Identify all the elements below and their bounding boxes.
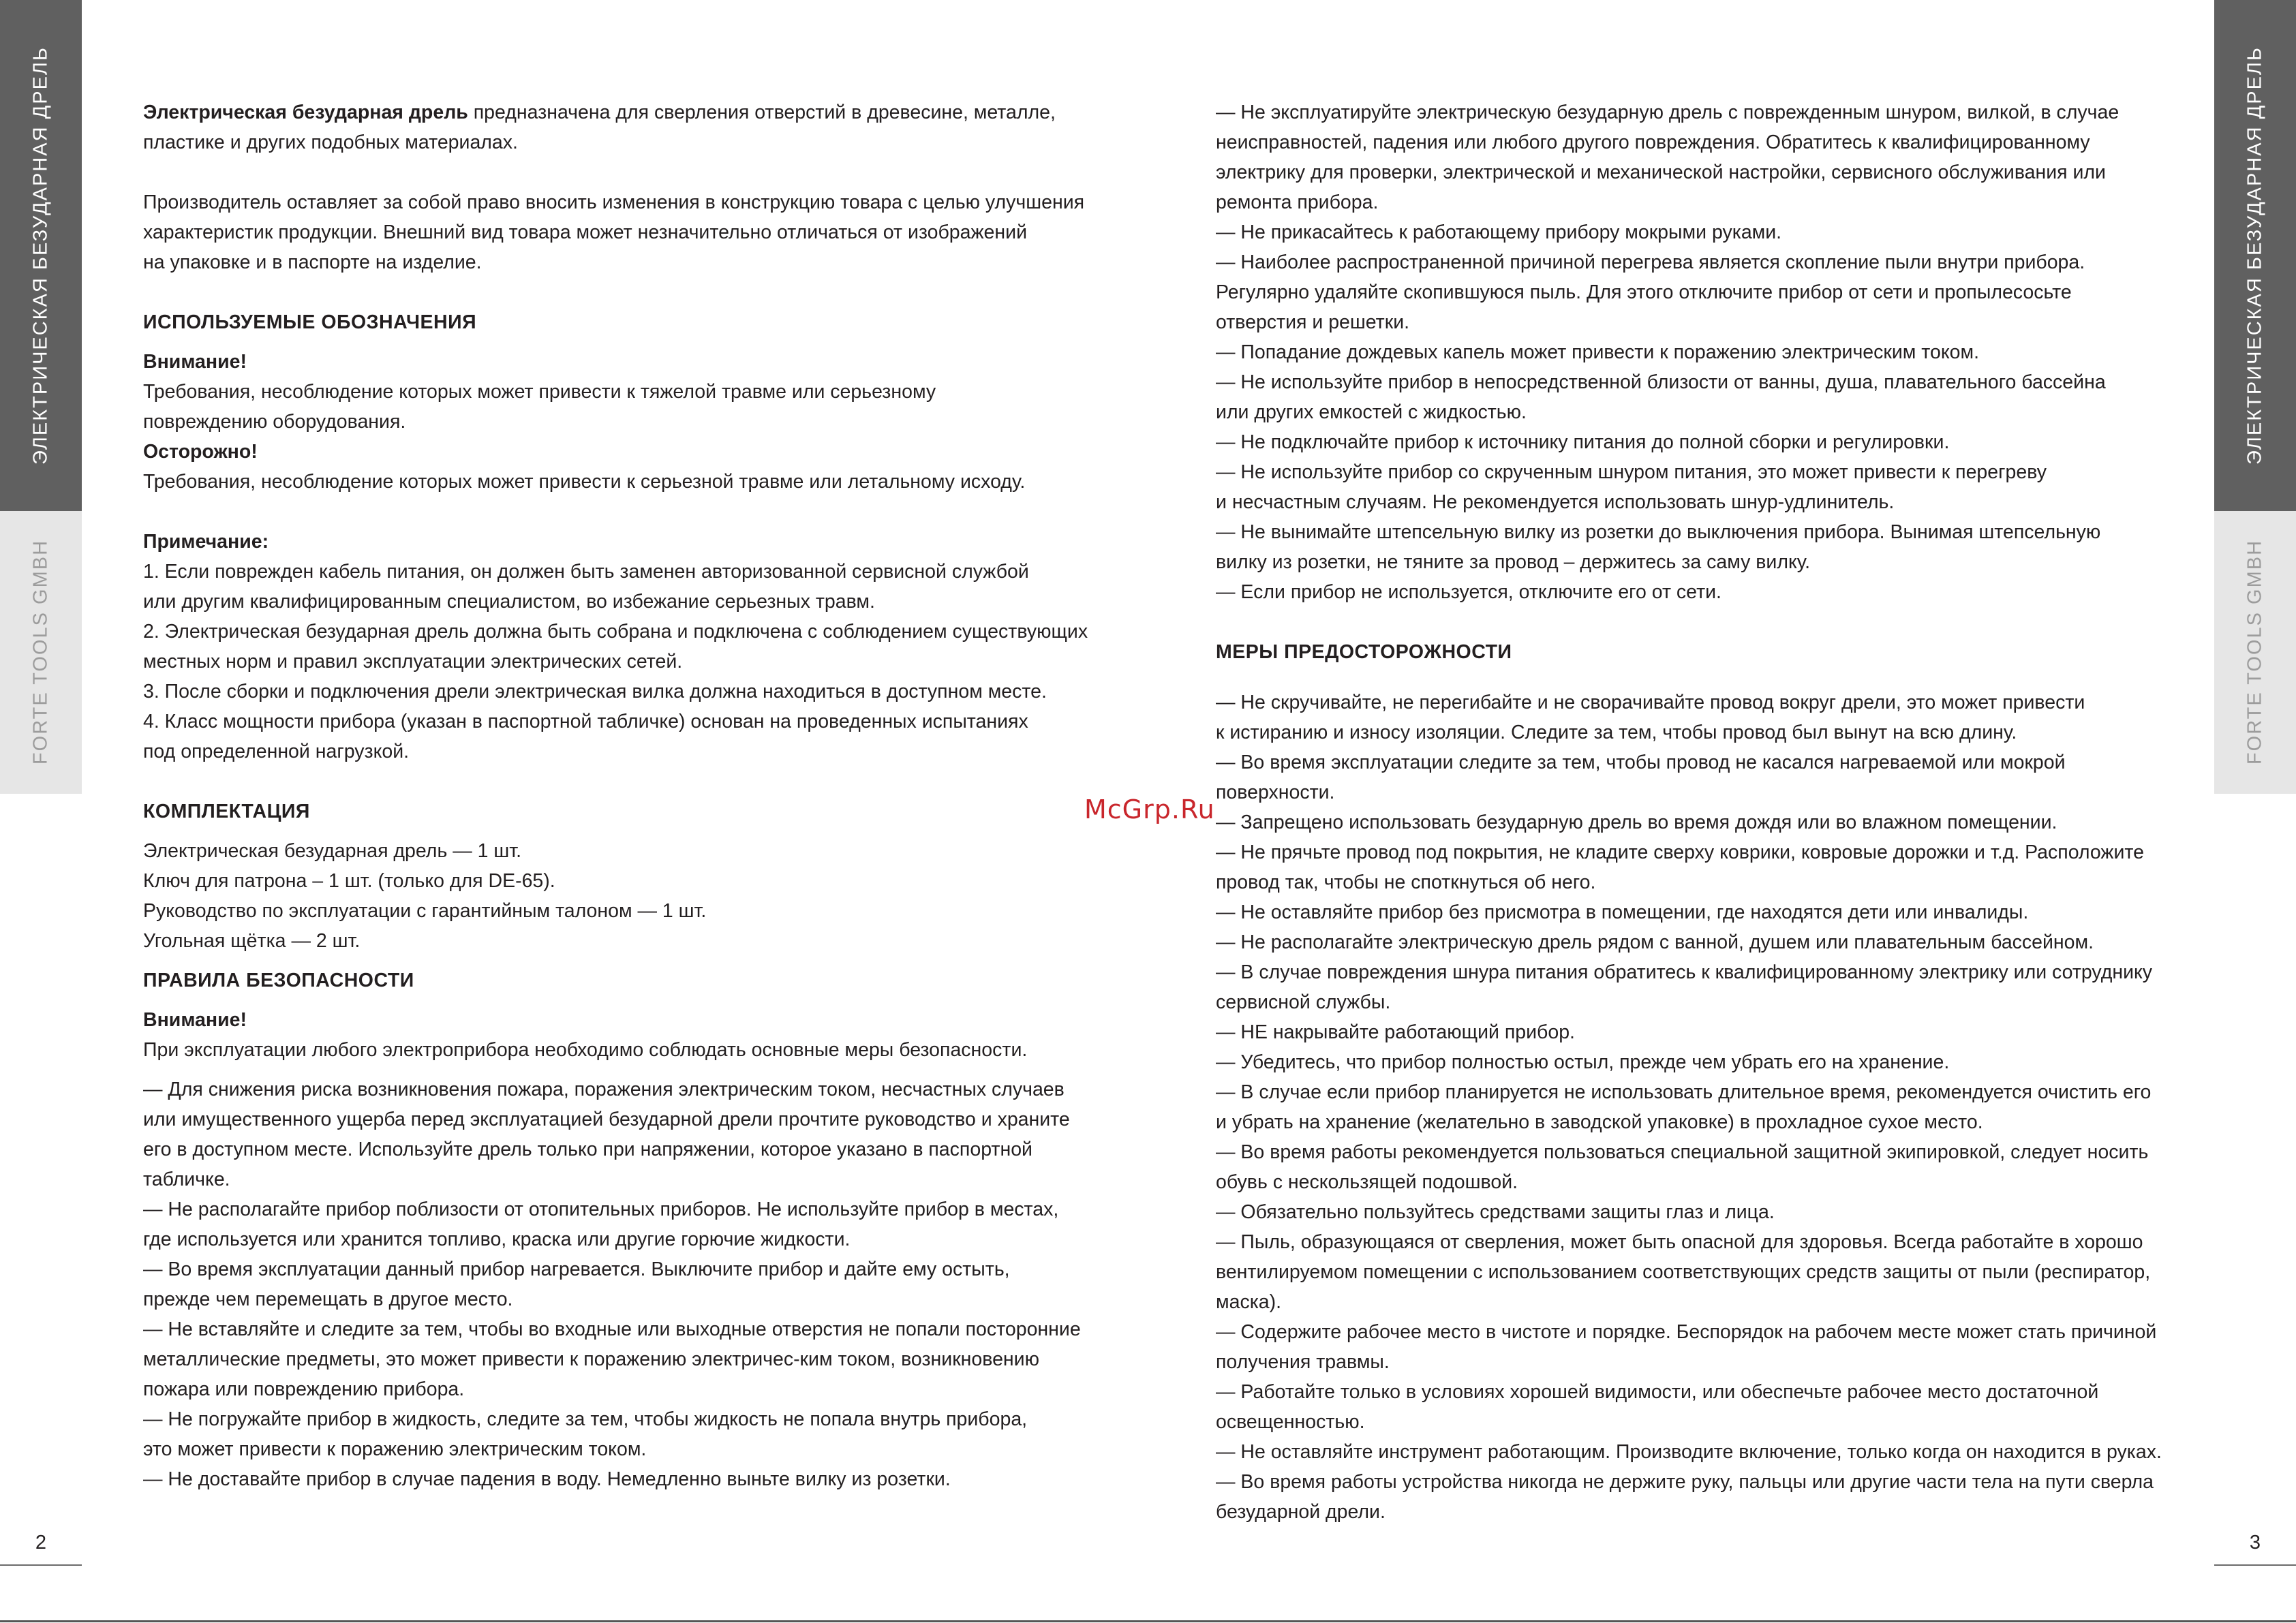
caution-text: Требования, несоблюдение которых может привести к серьезной травме или летальному исходу.: [143, 471, 1026, 493]
rules-list: [1216, 97, 2184, 607]
sidebar-brand-tab: [2214, 511, 2296, 794]
text-line: металлические предметы, это может привести к поражению электричес-ким током, возникновению: [143, 1348, 1039, 1370]
safety-list: [143, 1075, 1097, 1494]
text-line: 4. Класс мощности прибора (указан в паспортной табличке) основан на проведенных испытаниях: [143, 711, 1028, 732]
text-line: под определенной нагрузкой.: [143, 741, 410, 762]
text-line: Регулярно удаляйте скопившуюся пыль. Для этого отключите прибор от сети и пропылесосьте: [1216, 281, 2072, 303]
text-line: — Попадание дождевых капель может привести к поражению электрическим током.: [1216, 341, 1980, 363]
text-line: — Запрещено использовать безударную дрель во время дождя или во влажном помещении.: [1216, 812, 2057, 833]
text-line: характеристик продукции. Внешний вид товара может незначительно отличаться от изображений: [143, 221, 1027, 243]
text-line: это может привести к поражению электрическим током.: [143, 1438, 647, 1460]
precautions-list: [1216, 687, 2184, 1527]
text-line: — Не подключайте прибор к источнику питания до полной сборки и регулировки.: [1216, 431, 1950, 453]
text-line: — Не используйте прибор в непосредственной близости от ванны, душа, плавательного бассейна: [1216, 371, 2106, 393]
intro-bold: Электрическая безударная дрель: [143, 102, 468, 123]
kit-list: [143, 836, 1097, 956]
text-line: маска).: [1216, 1291, 1282, 1313]
right-page-content: [1216, 97, 2184, 1527]
caution-label: Осторожно!: [143, 441, 258, 463]
text-line: — Не прикасайтесь к работающему прибору мокрыми руками.: [1216, 221, 1782, 243]
text-line: Ключ для патрона – 1 шт. (только для DE-65).: [143, 870, 555, 892]
text-line: — Во время эксплуатации данный прибор нагревается. Выключите прибор и дайте ему остыть,: [143, 1258, 1010, 1280]
safety-attention-label: Внимание!: [143, 1009, 247, 1031]
text-line: — Не доставайте прибор в случае падения в воду. Немедленно выньте вилку из розетки.: [143, 1468, 951, 1490]
text-line: 1. Если поврежден кабель питания, он должен быть заменен авторизованной сервисной службой: [143, 561, 1029, 583]
text-line: отверстия и решетки.: [1216, 311, 1410, 333]
text-line: обувь с нескользящей подошвой.: [1216, 1171, 1518, 1193]
text-line: и убрать на хранение (желательно в заводской упаковке) в прохладное сухое место.: [1216, 1111, 1983, 1133]
text-line: — Не погружайте прибор в жидкость, следите за тем, чтобы жидкость не попала внутрь прибора,: [143, 1408, 1028, 1430]
page-bottom-line: [0, 1620, 2296, 1622]
text-line: прежде чем перемещать в другое место.: [143, 1288, 513, 1310]
text-line: — Не располагайте прибор поблизости от отопительных приборов. Не используйте прибор в местах,: [143, 1199, 1059, 1220]
page-number-rule-right: [2214, 1564, 2296, 1566]
text-line: — Пыль, образующаяся от сверления, может быть опасной для здоровья. Всегда работайте в хорошо: [1216, 1231, 2143, 1253]
text-line: — Не скручивайте, не перегибайте и не сворачивайте провод вокруг дрели, это может привести: [1216, 692, 2085, 713]
text-line: или имущественного ущерба перед эксплуатацией безударной дрели прочтите руководство и храните: [143, 1109, 1070, 1130]
page-number-right: 3: [2249, 1532, 2261, 1554]
text-line: получения травмы.: [1216, 1351, 1390, 1373]
text-line: Электрическая безударная дрель — 1 шт.: [143, 840, 522, 862]
text-line: — Содержите рабочее место в чистоте и порядке. Беспорядок на рабочем месте может стать причиной: [1216, 1321, 2157, 1343]
left-page-content: [143, 97, 1097, 1494]
attention-text: [143, 377, 1097, 437]
text-line: поверхности.: [1216, 782, 1335, 803]
text-line: — Во время эксплуатации следите за тем, чтобы провод не касался нагреваемой или мокрой: [1216, 752, 2066, 773]
text-line: повреждению оборудования.: [143, 411, 406, 433]
text-line: к истиранию и износу изоляции. Следите за тем, чтобы провод был вынут на всю длину.: [1216, 722, 2017, 743]
text-line: или других емкостей с жидкостью.: [1216, 401, 1527, 423]
sidebar-brand: FORTE TOOLS GMBH: [29, 539, 52, 765]
text-line: — Для снижения риска возникновения пожара, поражения электрическим током, несчастных случаев: [143, 1079, 1065, 1100]
text-line: пожара или повреждению прибора.: [143, 1378, 465, 1400]
text-line: — НЕ накрывайте работающий прибор.: [1216, 1021, 1575, 1043]
text-line: — Не располагайте электрическую дрель рядом с ванной, душем или плавательным бассейном.: [1216, 931, 2094, 953]
sidebar-title-tab: [0, 0, 82, 511]
text-line: — Работайте только в условиях хорошей видимости, или обеспечьте рабочее место достаточной: [1216, 1381, 2099, 1403]
precautions-heading: МЕРЫ ПРЕДОСТОРОЖНОСТИ: [1216, 641, 1512, 663]
text-line: неисправностей, падения или любого другого повреждения. Обратитесь к квалифицированному: [1216, 132, 2090, 153]
text-line: его в доступном месте. Используйте дрель только при напряжении, которое указано в паспортной: [143, 1139, 1032, 1160]
left-sidebar: [0, 0, 82, 1623]
intro-rest: предназначена для сверления отверстий в древесине, металле,: [468, 102, 1056, 123]
text-line: вентилируемом помещении с использованием соответствующих средств защиты от пыли (респиратор,: [1216, 1261, 2151, 1283]
right-sidebar: [2214, 0, 2296, 1623]
attention-label: Внимание!: [143, 351, 247, 373]
text-line: — Не прячьте провод под покрытия, не кладите сверху коврики, ковровые дорожки и т.д. Расположите: [1216, 841, 2144, 863]
text-line: вилку из розетки, не тяните за провод – держитесь за саму вилку.: [1216, 551, 1811, 573]
text-line: электрику для проверки, электрической и механической настройки, сервисного обслуживания или: [1216, 161, 2106, 183]
text-line: Требования, несоблюдение которых может привести к тяжелой травме или серьезному: [143, 381, 936, 403]
text-line: или другим квалифицированным специалистом, во избежание серьезных травм.: [143, 591, 875, 613]
text-line: — В случае если прибор планируется не использовать длительное время, рекомендуется очистить его: [1216, 1081, 2152, 1103]
text-line: где используется или хранится топливо, краска или другие горючие жидкости.: [143, 1228, 851, 1250]
sidebar-title: ЭЛЕКТРИЧЕСКАЯ БЕЗУДАРНАЯ ДРЕЛЬ: [29, 46, 52, 465]
text-line: — Не оставляйте прибор без присмотра в помещении, где находятся дети или инвалиды.: [1216, 901, 2029, 923]
text-line: Производитель оставляет за собой право вносить изменения в конструкцию товара с целью улучшения: [143, 191, 1085, 213]
text-line: Руководство по эксплуатации с гарантийным талоном — 1 шт.: [143, 900, 707, 922]
maker-paragraph: [143, 187, 1097, 277]
text-line: безударной дрели.: [1216, 1501, 1386, 1523]
text-line: — Наиболее распространенной причиной перегрева является скопление пыли внутри прибора.: [1216, 251, 2085, 273]
text-line: — Во время работы рекомендуется пользоваться специальной защитной экипировкой, следует носить: [1216, 1141, 2149, 1163]
text-line: провод так, чтобы не споткнуться об него.: [1216, 871, 1596, 893]
page-number-rule-left: [0, 1564, 82, 1566]
kit-heading: КОМПЛЕКТАЦИЯ: [143, 801, 310, 822]
text-line: — Не используйте прибор со скрученным шнуром питания, это может привести к перегреву: [1216, 461, 2047, 483]
text-line: 3. После сборки и подключения дрели электрическая вилка должна находиться в доступном месте.: [143, 681, 1047, 702]
text-line: — Убедитесь, что прибор полностью остыл, прежде чем убрать его на хранение.: [1216, 1051, 1950, 1073]
sidebar-title-tab: [2214, 0, 2296, 511]
text-line: — Не эксплуатируйте электрическую безударную дрель с поврежденным шнуром, вилкой, в случае: [1216, 102, 2119, 123]
text-line: табличке.: [143, 1169, 230, 1190]
text-line: ремонта прибора.: [1216, 191, 1379, 213]
text-line: 2. Электрическая безударная дрель должна быть собрана и подключена с соблюдением существующих: [143, 621, 1088, 643]
text-line: на упаковке и в паспорте на изделие.: [143, 251, 482, 273]
symbols-heading: ИСПОЛЬЗУЕМЫЕ ОБОЗНАЧЕНИЯ: [143, 311, 477, 333]
safety-heading: ПРАВИЛА БЕЗОПАСНОСТИ: [143, 970, 414, 991]
text-line: — Если прибор не используется, отключите его от сети.: [1216, 581, 1721, 603]
text-line: — Обязательно пользуйтесь средствами защиты глаз и лица.: [1216, 1201, 1775, 1223]
text-line: — Не вынимайте штепсельную вилку из розетки до выключения прибора. Вынимая штепсельную: [1216, 521, 2101, 543]
note-label: Примечание:: [143, 531, 269, 553]
text-line: сервисной службы.: [1216, 991, 1391, 1013]
text-line: и несчастным случаям. Не рекомендуется использовать шнур-удлинитель.: [1216, 491, 1895, 513]
watermark: McGrp.Ru: [1084, 794, 1215, 824]
sidebar-brand-tab: [0, 511, 82, 794]
intro-line-2: пластике и других подобных материалах.: [143, 132, 518, 153]
text-line: местных норм и правил эксплуатации электрических сетей.: [143, 651, 683, 673]
text-line: освещенностью.: [1216, 1411, 1365, 1433]
text-line: — Не оставляйте инструмент работающим. Производите включение, только когда он находится в руках.: [1216, 1441, 2162, 1463]
intro-line: [143, 97, 1097, 127]
text-line: Угольная щётка — 2 шт.: [143, 930, 361, 952]
page-number-left: 2: [35, 1532, 47, 1554]
note-list: [143, 557, 1097, 767]
safety-attention-text: При эксплуатации любого электроприбора необходимо соблюдать основные меры безопасности.: [143, 1039, 1028, 1061]
text-line: — В случае повреждения шнура питания обратитесь к квалифицированному электрику или сотруднику: [1216, 961, 2153, 983]
text-line: — Не вставляйте и следите за тем, чтобы во входные или выходные отверстия не попали посторонние: [143, 1318, 1081, 1340]
sidebar-brand: FORTE TOOLS GMBH: [2244, 539, 2266, 765]
text-line: — Во время работы устройства никогда не держите руку, пальцы или другие части тела на пути сверла: [1216, 1471, 2154, 1493]
sidebar-title: ЭЛЕКТРИЧЕСКАЯ БЕЗУДАРНАЯ ДРЕЛЬ: [2244, 46, 2266, 465]
